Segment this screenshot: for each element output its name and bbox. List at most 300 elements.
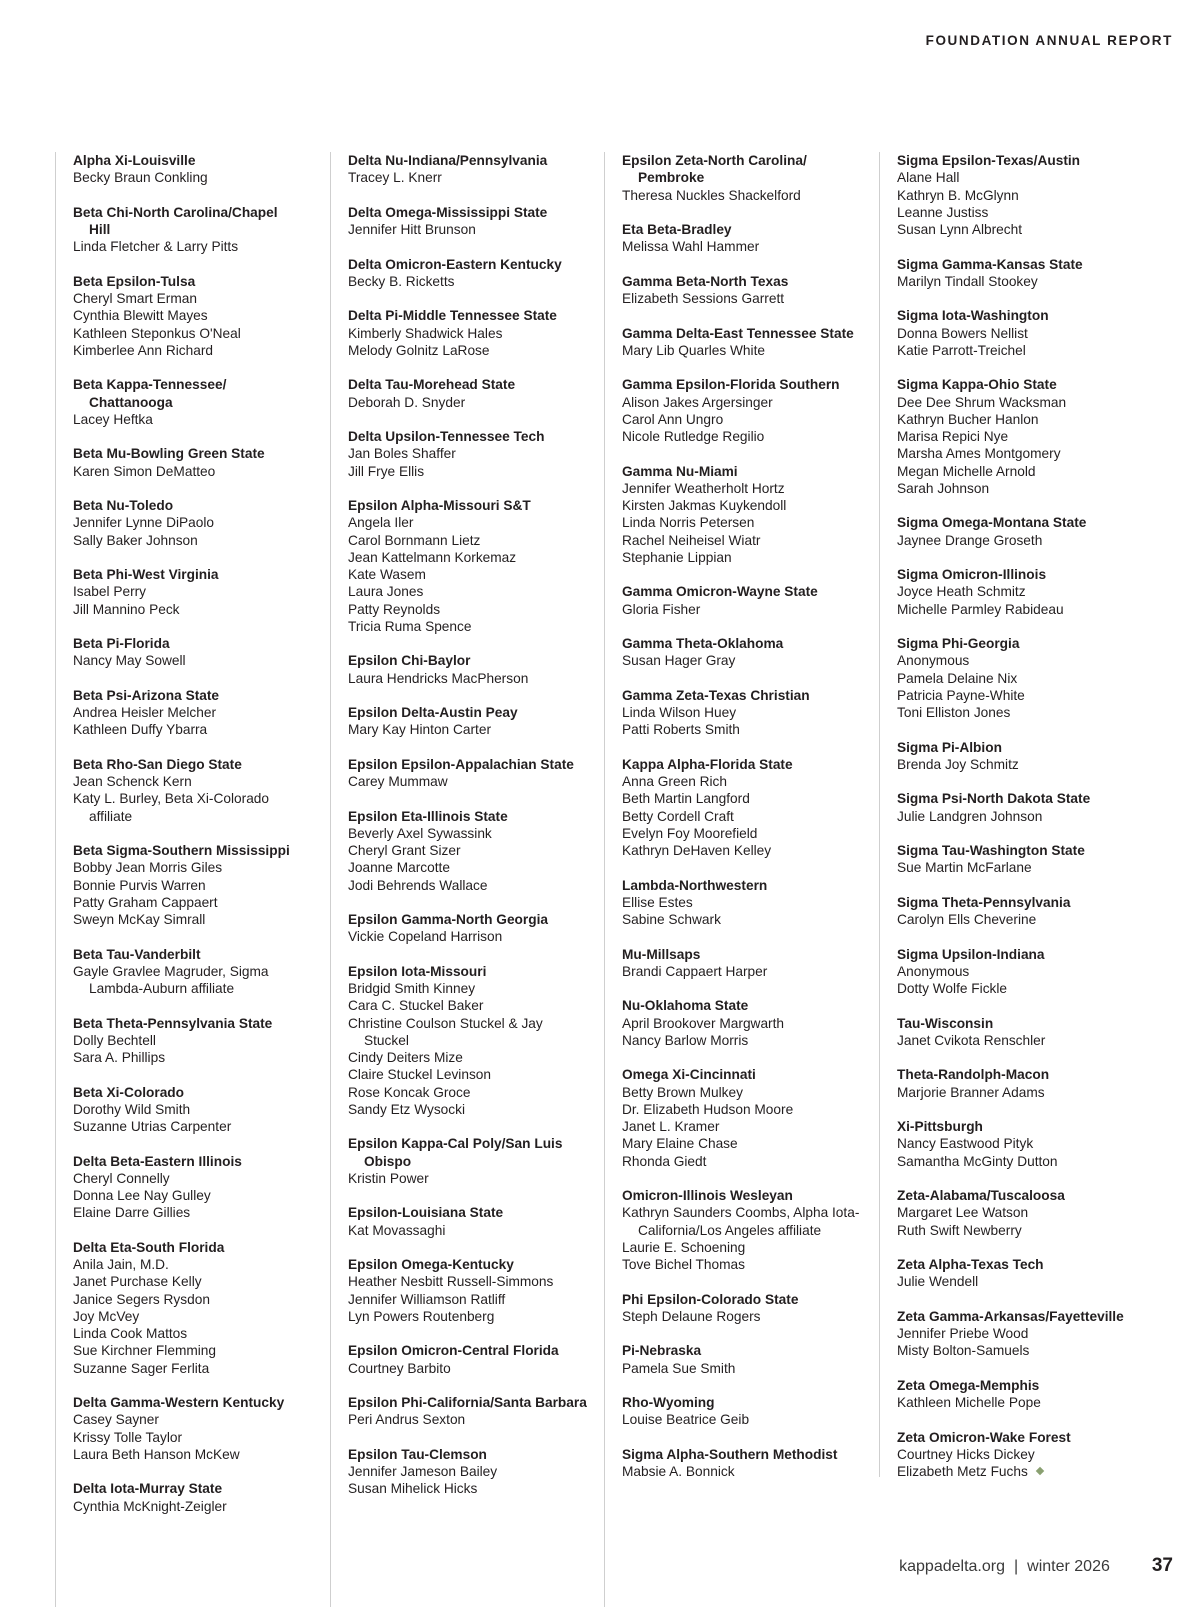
donor-name: Kathryn B. McGlynn [897, 187, 1019, 203]
chapter-block [622, 687, 864, 739]
chapter-block [897, 790, 1139, 825]
donor-name: Elaine Darre Gillies [73, 1205, 191, 1221]
chapter-name: Epsilon Eta-Illinois State [348, 808, 508, 824]
chapter-name: Delta Gamma-Western Kentucky [73, 1395, 285, 1410]
donor-name: Laura Jones [348, 584, 424, 600]
page-footer [899, 1555, 1173, 1577]
donor-name: Tricia Ruma Spence [348, 618, 472, 634]
chapter-block [73, 687, 295, 739]
chapter-block [897, 152, 1139, 238]
donor-name: Andrea Heisler Melcher [73, 705, 217, 720]
chapter-block [897, 1015, 1139, 1050]
donor-name: Carolyn Ells Cheverine [897, 912, 1037, 927]
donor-name: Kirsten Jakmas Kuykendoll [622, 498, 787, 513]
donor-name: Casey Sayner [73, 1412, 159, 1428]
donor-name: Cindy Deiters Mize [348, 1050, 463, 1065]
donor-name: Anna Green Rich [622, 774, 727, 789]
chapter-block [73, 842, 295, 928]
donor-name: Suzanne Utrias Carpenter [73, 1119, 232, 1134]
chapter-block [348, 1446, 590, 1498]
donor-name: Jennifer Weatherholt Hortz [622, 480, 785, 496]
chapter-name: Beta Mu-Bowling Green State [73, 446, 265, 462]
donor-name: Stephanie Lippian [622, 549, 732, 565]
chapter-block [622, 946, 864, 981]
chapter-name: Epsilon Zeta-North Carolina/ Pembroke [622, 153, 807, 186]
donor-name: Katie Parrott-Treichel [897, 342, 1026, 358]
chapter-name: Sigma Iota-Washington [897, 308, 1049, 324]
donor-name: Steph Delaune Rogers [622, 1308, 761, 1324]
chapter-block [897, 1187, 1139, 1239]
chapter-name: Beta Tau-Vanderbilt [73, 946, 201, 962]
chapter-block [73, 1153, 295, 1222]
donor-name: Deborah D. Snyder [348, 394, 466, 410]
donor-name: Kathleen Steponkus O'Neal [73, 325, 241, 341]
chapter-name: Gamma Theta-Oklahoma [622, 636, 784, 651]
chapter-name: Zeta Alpha-Texas Tech [897, 1257, 1044, 1272]
footer-issue: winter 2026 [1027, 1558, 1110, 1575]
donor-name: Anonymous [897, 963, 970, 979]
chapter-name: Beta Theta-Pennsylvania State [73, 1015, 273, 1031]
chapter-name: Beta Pi-Florida [73, 636, 170, 651]
donor-name: Sue Martin McFarlane [897, 860, 1032, 876]
donor-name: Brandi Cappaert Harper [622, 963, 768, 979]
chapter-name: Gamma Epsilon-Florida Southern [622, 377, 840, 393]
donor-name: Carol Ann Ungro [622, 411, 724, 427]
chapter-name: Sigma Omicron-Illinois [897, 567, 1047, 582]
donor-name: Kathryn Saunders Coombs, Alpha Iota-California/Los Angeles affiliate [622, 1205, 860, 1238]
chapter-block [622, 376, 864, 445]
donor-name: Susan Mihelick Hicks [348, 1481, 478, 1497]
chapter-name: Zeta Omicron-Wake Forest [897, 1429, 1071, 1445]
chapter-block [622, 1342, 864, 1377]
chapter-name: Sigma Gamma-Kansas State [897, 256, 1083, 272]
chapter-block [622, 463, 864, 567]
chapter-block [622, 1187, 864, 1273]
donor-name: Jill Mannino Peck [73, 601, 180, 617]
donor-name: Tove Bichel Thomas [622, 1257, 745, 1272]
chapter-block [622, 152, 864, 204]
chapter-block [348, 204, 590, 239]
donor-name: Megan Michelle Arnold [897, 463, 1036, 479]
chapter-name: Eta Beta-Bradley [622, 222, 732, 237]
donor-name: Suzanne Sager Ferlita [73, 1360, 210, 1376]
donor-name: Patty Graham Cappaert [73, 894, 218, 910]
donor-name: Jaynee Drange Groseth [897, 532, 1043, 548]
donor-name: Cynthia Blewitt Mayes [73, 308, 208, 324]
donor-name: Donna Lee Nay Gulley [73, 1188, 211, 1203]
chapter-name: Delta Omicron-Eastern Kentucky [348, 256, 562, 272]
chapter-block [897, 842, 1139, 877]
donor-name: Cheryl Grant Sizer [348, 843, 461, 858]
chapter-name: Sigma Pi-Albion [897, 739, 1002, 755]
donor-name: Courtney Barbito [348, 1360, 451, 1376]
donor-name: Nancy May Sowell [73, 653, 186, 669]
chapter-name: Zeta Gamma-Arkansas/Fayetteville [897, 1308, 1124, 1324]
donor-name: Sarah Johnson [897, 480, 990, 496]
donor-name: Joyce Heath Schmitz [897, 584, 1026, 600]
donor-name: Bobby Jean Morris Giles [73, 860, 223, 876]
donor-name: Mary Kay Hinton Carter [348, 722, 492, 738]
donor-name: Donna Bowers Nellist [897, 325, 1028, 341]
donor-name: Kristin Power [348, 1170, 429, 1186]
chapter-name: Delta Tau-Morehead State [348, 377, 516, 393]
donor-column-1 [55, 152, 295, 1532]
chapter-name: Epsilon Delta-Austin Peay [348, 705, 518, 720]
donor-name: Sally Baker Johnson [73, 532, 198, 548]
chapter-name: Tau-Wisconsin [897, 1015, 994, 1031]
donor-name: Pamela Delaine Nix [897, 670, 1018, 686]
donor-name: Nancy Barlow Morris [622, 1032, 749, 1048]
donor-name: April Brookover Margwarth [622, 1015, 785, 1031]
chapter-block [897, 894, 1139, 929]
donor-name: Dr. Elizabeth Hudson Moore [622, 1101, 794, 1117]
chapter-name: Zeta Omega-Memphis [897, 1377, 1040, 1393]
chapter-block [73, 497, 295, 549]
donor-name: Rachel Neiheisel Wiatr [622, 532, 761, 548]
donor-name: Jean Kattelmann Korkemaz [348, 549, 517, 565]
chapter-block [73, 376, 295, 428]
donor-name: Sue Kirchner Flemming [73, 1343, 217, 1359]
donor-name: Heather Nesbitt Russell-Simmons [348, 1274, 554, 1290]
donor-name: Rose Koncak Groce [348, 1084, 471, 1100]
chapter-block [897, 514, 1139, 549]
chapter-block [73, 1394, 295, 1463]
diamond-icon [1036, 1467, 1044, 1475]
donor-name: Kat Movassaghi [348, 1222, 446, 1238]
chapter-name: Delta Upsilon-Tennessee Tech [348, 429, 545, 444]
chapter-block [348, 1342, 590, 1377]
chapter-name: Mu-Millsaps [622, 946, 701, 962]
chapter-name: Zeta-Alabama/Tuscaloosa [897, 1188, 1065, 1203]
chapter-name: Phi Epsilon-Colorado State [622, 1291, 799, 1307]
chapter-block [73, 566, 295, 618]
donor-name: Katy L. Burley, Beta Xi-Colorado affiliate [73, 791, 270, 824]
chapter-block [73, 1084, 295, 1136]
donor-name: Kimberly Shadwick Hales [348, 325, 503, 341]
chapter-name: Beta Chi-North Carolina/Chapel Hill [73, 204, 278, 237]
donor-name: Joy McVey [73, 1308, 140, 1324]
donor-name: Julie Landgren Johnson [897, 808, 1043, 824]
donor-name: Gayle Gravlee Magruder, Sigma Lambda-Auburn affiliate [73, 963, 269, 996]
donor-name: Kathleen Duffy Ybarra [73, 722, 208, 738]
donor-name: Susan Hager Gray [622, 653, 736, 669]
chapter-name: Gamma Beta-North Texas [622, 273, 789, 289]
donor-name: Dotty Wolfe Fickle [897, 981, 1008, 996]
donor-name: Isabel Perry [73, 584, 147, 600]
donor-name: Janet Cvikota Renschler [897, 1032, 1046, 1048]
donor-column-4 [879, 152, 1139, 1498]
donor-name: Dee Dee Shrum Wacksman [897, 394, 1067, 410]
donor-name: Misty Bolton-Samuels [897, 1343, 1030, 1359]
chapter-block [897, 376, 1139, 497]
chapter-name: Delta Iota-Murray State [73, 1481, 223, 1497]
donor-name: Lyn Powers Routenberg [348, 1308, 495, 1324]
donor-name: Susan Lynn Albrecht [897, 222, 1023, 237]
chapter-name: Nu-Oklahoma State [622, 998, 749, 1014]
chapter-name: Lambda-Northwestern [622, 877, 768, 893]
chapter-block [897, 1256, 1139, 1291]
donor-name: Lacey Heftka [73, 411, 153, 427]
donor-name: Theresa Nuckles Shackelford [622, 187, 801, 203]
donor-name: Linda Norris Petersen [622, 515, 755, 531]
chapter-block [348, 428, 590, 480]
chapter-name: Sigma Upsilon-Indiana [897, 946, 1045, 962]
donor-name: Pamela Sue Smith [622, 1360, 736, 1376]
chapter-name: Sigma Phi-Georgia [897, 636, 1020, 651]
donor-name: Jennifer Priebe Wood [897, 1326, 1029, 1341]
donor-name: Betty Brown Mulkey [622, 1084, 743, 1100]
chapter-block [348, 1204, 590, 1239]
chapter-block [73, 635, 295, 670]
donor-name: Sweyn McKay Simrall [73, 912, 206, 927]
donor-name: Patti Roberts Smith [622, 722, 740, 738]
donor-name: Ellise Estes [622, 894, 693, 910]
chapter-block [622, 635, 864, 670]
donor-name: Jill Frye Ellis [348, 463, 425, 479]
chapter-name: Beta Xi-Colorado [73, 1084, 185, 1100]
donor-name: Laura Beth Hanson McKew [73, 1446, 240, 1462]
donor-name: Tracey L. Knerr [348, 170, 442, 186]
chapter-name: Sigma Omega-Montana State [897, 515, 1087, 531]
footer-website: kappadelta.org [899, 1558, 1005, 1575]
donor-name: Janet Purchase Kelly [73, 1274, 202, 1290]
chapter-block [73, 756, 295, 825]
donor-name: Anila Jain, M.D. [73, 1257, 169, 1272]
page-header-title: FOUNDATION ANNUAL REPORT [925, 33, 1173, 48]
chapter-block [622, 997, 864, 1049]
chapter-block [348, 497, 590, 635]
donor-name: Bridgid Smith Kinney [348, 981, 476, 996]
donor-name: Julie Wendell [897, 1274, 979, 1290]
donor-name: Sara A. Phillips [73, 1050, 166, 1065]
donor-name: Angela Iler [348, 515, 414, 531]
donor-name: Betty Cordell Craft [622, 808, 734, 824]
donor-name: Melody Golnitz LaRose [348, 342, 490, 358]
chapter-block [897, 256, 1139, 291]
donor-name: Claire Stuckel Levinson [348, 1067, 492, 1083]
chapter-name: Beta Phi-West Virginia [73, 567, 219, 582]
donor-name: Jennifer Williamson Ratliff [348, 1291, 506, 1307]
donor-name: Becky Braun Conkling [73, 170, 208, 186]
donor-name: Anonymous [897, 653, 970, 669]
chapter-block [348, 963, 590, 1118]
chapter-name: Sigma Kappa-Ohio State [897, 377, 1057, 393]
chapter-name: Omega Xi-Cincinnati [622, 1067, 756, 1083]
chapter-name: Epsilon-Louisiana State [348, 1205, 504, 1221]
donor-name: Jean Schenck Kern [73, 774, 192, 789]
chapter-name: Gamma Nu-Miami [622, 463, 738, 479]
donor-name: Vickie Copeland Harrison [348, 929, 503, 945]
donor-name: Jennifer Lynne DiPaolo [73, 515, 215, 531]
chapter-block [897, 1429, 1139, 1481]
chapter-block [73, 1480, 295, 1515]
chapter-block [897, 1066, 1139, 1101]
chapter-name: Beta Kappa-Tennessee/ Chattanooga [73, 377, 227, 410]
chapter-name: Gamma Omicron-Wayne State [622, 584, 818, 600]
chapter-name: Epsilon Iota-Missouri [348, 963, 487, 979]
donor-name: Beth Martin Langford [622, 791, 750, 807]
chapter-name: Epsilon Epsilon-Appalachian State [348, 756, 574, 772]
chapter-block [897, 635, 1139, 721]
chapter-block [897, 566, 1139, 618]
chapter-block [348, 376, 590, 411]
chapter-name: Sigma Psi-North Dakota State [897, 791, 1091, 807]
donor-name: Michelle Parmley Rabideau [897, 601, 1064, 617]
donor-name: Carol Bornmann Lietz [348, 532, 481, 548]
chapter-name: Sigma Theta-Pennsylvania [897, 894, 1071, 910]
donor-name: Melissa Wahl Hammer [622, 239, 760, 255]
chapter-block [348, 808, 590, 894]
donor-name: Jan Boles Shaffer [348, 446, 456, 462]
chapter-block [897, 1377, 1139, 1412]
chapter-name: Epsilon Tau-Clemson [348, 1446, 487, 1462]
donor-name: Kimberlee Ann Richard [73, 342, 213, 358]
chapter-name: Delta Eta-South Florida [73, 1239, 225, 1255]
donor-name: Alison Jakes Argersinger [622, 394, 773, 410]
chapter-block [622, 325, 864, 360]
donor-name: Krissy Tolle Taylor [73, 1429, 183, 1445]
chapter-name: Kappa Alpha-Florida State [622, 756, 793, 772]
chapter-block [897, 1118, 1139, 1170]
chapter-name: Beta Epsilon-Tulsa [73, 273, 196, 289]
donor-name: Karen Simon DeMatteo [73, 463, 216, 479]
chapter-block [73, 1015, 295, 1067]
chapter-block [622, 877, 864, 929]
donor-name: Laurie E. Schoening [622, 1239, 746, 1255]
donor-name: Joanne Marcotte [348, 860, 450, 876]
donor-name: Dolly Bechtell [73, 1032, 156, 1048]
donor-name: Kathleen Michelle Pope [897, 1395, 1041, 1410]
chapter-name: Beta Nu-Toledo [73, 498, 174, 513]
donor-name: Louise Beatrice Geib [622, 1412, 750, 1428]
donor-name: Rhonda Giedt [622, 1153, 707, 1169]
donor-name: Marjorie Branner Adams [897, 1084, 1045, 1100]
chapter-block [897, 1308, 1139, 1360]
chapter-name: Beta Sigma-Southern Mississippi [73, 843, 290, 858]
donor-name: Carey Mummaw [348, 774, 448, 789]
donor-name: Linda Wilson Huey [622, 705, 737, 720]
chapter-block [897, 739, 1139, 774]
donor-name: Patricia Payne-White [897, 687, 1025, 703]
chapter-name: Epsilon Chi-Baylor [348, 653, 471, 669]
donor-name: Marsha Ames Montgomery [897, 446, 1061, 462]
donor-name: Nancy Eastwood Pityk [897, 1136, 1034, 1152]
chapter-block [73, 273, 295, 359]
chapter-block [348, 1256, 590, 1325]
donor-name: Evelyn Foy Moorefield [622, 825, 758, 841]
donor-name: Cynthia McKnight-Zeigler [73, 1498, 227, 1514]
chapter-name: Delta Nu-Indiana/Pennsylvania [348, 153, 548, 168]
chapter-block [73, 1239, 295, 1377]
donor-name: Margaret Lee Watson [897, 1205, 1029, 1221]
chapter-block [897, 946, 1139, 998]
chapter-block [348, 1135, 590, 1187]
chapter-block [897, 307, 1139, 359]
page-number: 37 [1151, 1555, 1173, 1576]
donor-name: Linda Cook Mattos [73, 1326, 188, 1341]
chapter-name: Beta Psi-Arizona State [73, 687, 220, 703]
donor-name: Leanne Justiss [897, 204, 989, 220]
donor-name: Janice Segers Rysdon [73, 1291, 210, 1307]
chapter-block [73, 445, 295, 480]
donor-name: Kathryn DeHaven Kelley [622, 843, 772, 858]
chapter-block [622, 273, 864, 308]
donor-name: Sandy Etz Wysocki [348, 1101, 466, 1117]
chapter-block [622, 1291, 864, 1326]
donor-name: Cheryl Smart Erman [73, 291, 197, 306]
chapter-name: Pi-Nebraska [622, 1343, 702, 1359]
donor-name: Toni Elliston Jones [897, 705, 1011, 720]
donor-name: Janet L. Kramer [622, 1119, 720, 1134]
chapter-name: Epsilon Phi-California/Santa Barbara [348, 1395, 587, 1410]
donor-name: Mabsie A. Bonnick [622, 1464, 735, 1479]
donor-name: Nicole Rutledge Regilio [622, 429, 765, 444]
chapter-block [348, 704, 590, 739]
donor-name: Jodi Behrends Wallace [348, 877, 488, 893]
chapter-name: Epsilon Omicron-Central Florida [348, 1343, 559, 1359]
chapter-name: Epsilon Omega-Kentucky [348, 1257, 514, 1272]
chapter-name: Epsilon Alpha-Missouri S&T [348, 498, 531, 513]
donor-name: Sabine Schwark [622, 912, 721, 927]
chapter-name: Sigma Epsilon-Texas/Austin [897, 153, 1081, 168]
donor-name: Marilyn Tindall Stookey [897, 273, 1038, 289]
donor-name: Courtney Hicks Dickey [897, 1446, 1035, 1462]
donor-name: Cara C. Stuckel Baker [348, 998, 484, 1014]
donor-column-2 [330, 152, 590, 1515]
chapter-name: Xi-Pittsburgh [897, 1119, 983, 1134]
chapter-name: Alpha Xi-Louisville [73, 153, 196, 168]
chapter-block [622, 221, 864, 256]
donor-name: Mary Lib Quarles White [622, 342, 766, 358]
donor-name: Kate Wasem [348, 567, 426, 582]
chapter-block [348, 756, 590, 791]
chapter-name: Delta Omega-Mississippi State [348, 204, 548, 220]
donor-name: Elizabeth Sessions Garrett [622, 291, 785, 306]
chapter-name: Gamma Zeta-Texas Christian [622, 687, 810, 703]
donor-name: Kathryn Bucher Hanlon [897, 411, 1039, 427]
donor-name: Christine Coulson Stuckel & Jay Stuckel [348, 1015, 543, 1048]
chapter-name: Epsilon Gamma-North Georgia [348, 912, 549, 927]
donor-name: Brenda Joy Schmitz [897, 756, 1019, 772]
chapter-name: Beta Rho-San Diego State [73, 756, 242, 772]
donor-name: Jennifer Hitt Brunson [348, 222, 476, 237]
donor-name: Ruth Swift Newberry [897, 1222, 1022, 1238]
donor-name: Bonnie Purvis Warren [73, 877, 206, 893]
donor-name: Cheryl Connelly [73, 1170, 170, 1186]
chapter-block [348, 152, 590, 187]
chapter-block [73, 152, 295, 187]
chapter-block [622, 1394, 864, 1429]
chapter-name: Delta Beta-Eastern Illinois [73, 1153, 242, 1169]
donor-name: Gloria Fisher [622, 601, 701, 617]
donor-name: Elizabeth Metz Fuchs [897, 1463, 1139, 1480]
donor-name: Laura Hendricks MacPherson [348, 670, 529, 686]
donor-name: Patty Reynolds [348, 601, 441, 617]
chapter-block [622, 1066, 864, 1170]
chapter-name: Sigma Tau-Washington State [897, 843, 1085, 858]
donor-name: Alane Hall [897, 170, 960, 186]
chapter-name: Omicron-Illinois Wesleyan [622, 1188, 793, 1203]
chapter-block [73, 946, 295, 998]
donor-name: Peri Andrus Sexton [348, 1412, 466, 1428]
chapter-block [622, 756, 864, 860]
donor-name: Samantha McGinty Dutton [897, 1153, 1058, 1169]
chapter-block [348, 1394, 590, 1429]
chapter-name: Epsilon Kappa-Cal Poly/San Luis Obispo [348, 1136, 563, 1169]
donor-name: Mary Elaine Chase [622, 1136, 738, 1152]
footer-separator: | [1013, 1558, 1019, 1575]
chapter-name: Theta-Randolph-Macon [897, 1067, 1050, 1083]
